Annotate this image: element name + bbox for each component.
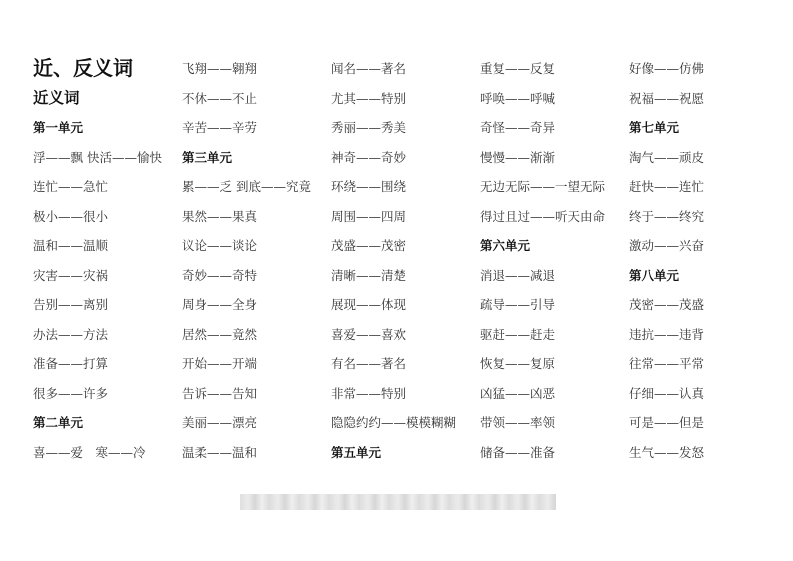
unit-heading: 第一单元 [33, 120, 84, 135]
word-pair: 尤其——特别 [331, 90, 407, 106]
column-5 [629, 54, 779, 467]
word-pair: 非常——特别 [331, 385, 407, 401]
word-pair: 祝福——祝愿 [629, 90, 705, 106]
word-pair: 极小——很小 [33, 208, 109, 224]
word-pair: 周围——四周 [331, 208, 407, 224]
word-pair: 飞翔——翱翔 [182, 61, 258, 76]
word-pair: 终于——终究 [629, 208, 705, 224]
word-pair: 往常——平常 [629, 356, 705, 371]
unit-heading: 第八单元 [629, 267, 680, 283]
word-pair: 茂盛——茂密 [331, 238, 407, 253]
word-pair: 疏导——引导 [480, 297, 556, 312]
word-pair: 得过且过——听天由命 [480, 208, 606, 224]
unit-heading: 第三单元 [182, 149, 233, 165]
word-pair: 有名——著名 [331, 356, 407, 371]
word-pair: 果然——果真 [182, 208, 258, 224]
word-pair: 喜——爱 寒——冷 [33, 444, 146, 460]
word-pair: 环绕——围绕 [331, 179, 407, 194]
word-pair: 浮——飘 快活——愉快 [33, 149, 162, 165]
word-pair: 喜爱——喜欢 [331, 326, 407, 342]
word-pair: 温和——温顺 [33, 238, 109, 253]
word-pair: 隐隐约约——模模糊糊 [331, 415, 457, 430]
page-title: 近、反义词 [33, 56, 133, 80]
column-3 [331, 54, 481, 467]
word-pair: 闻名——著名 [331, 61, 407, 76]
word-pair: 驱赶——赶走 [480, 326, 556, 342]
word-pair: 告别——离别 [33, 297, 109, 312]
word-pair: 慢慢——渐渐 [480, 149, 556, 165]
word-pair: 清晰——清楚 [331, 267, 407, 283]
word-pair: 连忙——急忙 [33, 179, 109, 194]
blurred-footer [240, 494, 556, 510]
word-pair: 秀丽——秀美 [331, 120, 407, 135]
word-pair: 违抗——违背 [629, 326, 705, 342]
word-pair: 很多——许多 [33, 385, 109, 401]
word-pair: 淘气——顽皮 [629, 149, 705, 165]
word-pair: 辛苦——辛劳 [182, 120, 258, 135]
column-2 [182, 54, 332, 467]
word-pair: 居然——竟然 [182, 326, 258, 342]
word-pair: 奇妙——奇特 [182, 267, 258, 283]
word-pair: 告诉——告知 [182, 385, 258, 401]
word-pair: 可是——但是 [629, 415, 705, 430]
column-1 [33, 54, 183, 467]
word-pair: 准备——打算 [33, 356, 109, 371]
word-pair: 议论——谈论 [182, 238, 258, 253]
word-pair: 好像——仿佛 [629, 61, 705, 76]
word-pair: 呼唤——呼喊 [480, 90, 556, 106]
unit-heading: 第六单元 [480, 238, 531, 253]
word-pair: 温柔——温和 [182, 444, 258, 460]
word-pair: 恢复——复原 [480, 356, 556, 371]
word-pair: 周身——全身 [182, 297, 258, 312]
word-pair: 重复——反复 [480, 61, 556, 76]
word-pair: 神奇——奇妙 [331, 149, 407, 165]
word-pair: 仔细——认真 [629, 385, 705, 401]
section-title: 近义词 [33, 88, 80, 107]
word-pair: 凶猛——凶恶 [480, 385, 556, 401]
unit-heading: 第二单元 [33, 415, 84, 430]
word-pair: 激动——兴奋 [629, 238, 705, 253]
unit-heading: 第七单元 [629, 120, 680, 135]
word-pair: 带领——率领 [480, 415, 556, 430]
word-pair: 赶快——连忙 [629, 179, 705, 194]
word-pair: 奇怪——奇异 [480, 120, 556, 135]
unit-heading: 第五单元 [331, 444, 382, 460]
word-pair: 生气——发怒 [629, 444, 705, 460]
word-pair: 办法——方法 [33, 326, 109, 342]
word-pair: 展现——体现 [331, 297, 407, 312]
word-pair: 不休——不止 [182, 90, 258, 106]
word-pair: 消退——减退 [480, 267, 556, 283]
word-pair: 储备——准备 [480, 444, 556, 460]
word-pair: 开始——开端 [182, 356, 258, 371]
word-pair: 茂密——茂盛 [629, 297, 705, 312]
column-4 [480, 54, 630, 467]
word-pair: 美丽——漂亮 [182, 415, 258, 430]
word-pair: 累——乏 到底——究竟 [182, 179, 311, 194]
word-pair: 无边无际——一望无际 [480, 179, 606, 194]
word-pair: 灾害——灾祸 [33, 267, 109, 283]
